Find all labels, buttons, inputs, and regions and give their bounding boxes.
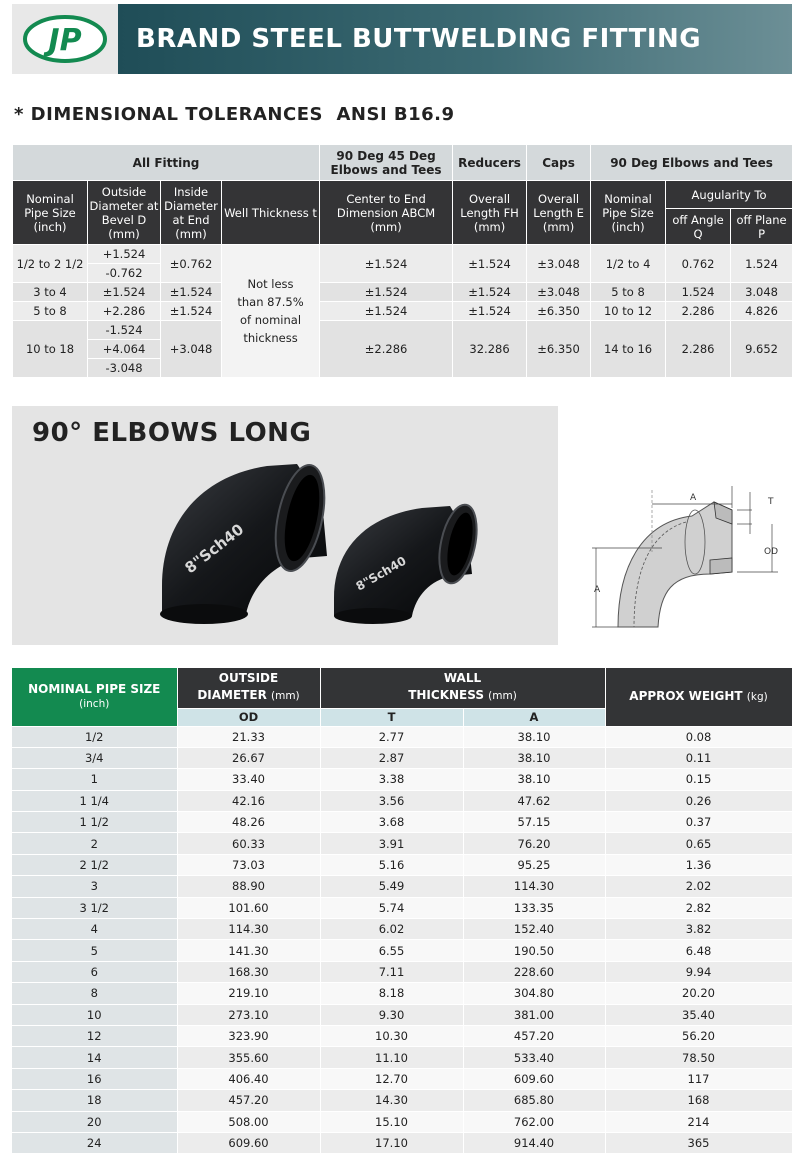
- th-od-label-2: DIAMETER: [197, 688, 267, 703]
- tol-id: ±1.524: [161, 283, 222, 302]
- cell-t: 15.10: [320, 1111, 463, 1132]
- th-angularity: Augularity To: [666, 181, 793, 209]
- cell-od: 323.90: [177, 1025, 320, 1046]
- th-center-to-end: Center to End Dimension ABCM (mm): [320, 181, 453, 245]
- table-row: [12, 769, 792, 790]
- cell-nps: 1/2: [12, 726, 177, 747]
- tol-nps: 1/2 to 2 1/2: [13, 245, 88, 283]
- cell-od: 60.33: [177, 833, 320, 854]
- cell-od: 88.90: [177, 876, 320, 897]
- tol-p: 9.652: [731, 321, 793, 378]
- cell-nps: 12: [12, 1025, 177, 1046]
- cell-a: 95.25: [463, 854, 605, 875]
- large-elbow-image: [160, 461, 333, 624]
- cell-w: 0.37: [605, 812, 792, 833]
- cell-od: 33.40: [177, 769, 320, 790]
- drawing-label-t: T: [768, 497, 774, 507]
- table-row: [12, 876, 792, 897]
- cell-od: 273.10: [177, 1004, 320, 1025]
- tol-id: ±1.524: [161, 302, 222, 321]
- table-row: [12, 961, 792, 982]
- table-row: [12, 1025, 792, 1046]
- cell-od: 168.30: [177, 961, 320, 982]
- large-elbow-marking: 8"Sch40: [181, 520, 248, 578]
- cell-a: 47.62: [463, 790, 605, 811]
- cell-od: 508.00: [177, 1111, 320, 1132]
- tol-nps2: 1/2 to 4: [591, 245, 666, 283]
- group-elbows-tees: 90 Deg 45 Deg Elbows and Tees: [320, 145, 453, 181]
- th-weight-unit: (kg): [746, 690, 768, 703]
- cell-t: 17.10: [320, 1132, 463, 1153]
- cell-a: 133.35: [463, 897, 605, 918]
- cell-t: 3.91: [320, 833, 463, 854]
- cell-od: 609.60: [177, 1132, 320, 1153]
- elbows-photo-panel: [12, 406, 558, 645]
- tol-q: 1.524: [666, 283, 731, 302]
- th-wall-unit: (mm): [488, 690, 517, 703]
- cell-a: 381.00: [463, 1004, 605, 1025]
- th-sub-t: T: [320, 708, 463, 726]
- th-overall-length-e: Overall Length E (mm): [527, 181, 591, 245]
- jp-brand-logo: [12, 4, 118, 74]
- cell-w: 0.65: [605, 833, 792, 854]
- page-header: [12, 4, 792, 74]
- table-row: [12, 919, 792, 940]
- tol-od: +4.064: [88, 340, 161, 359]
- th-wall-thickness: Well Thickness t: [222, 181, 320, 245]
- th-wall-thickness: [320, 668, 605, 708]
- cell-a: 38.10: [463, 769, 605, 790]
- th-nps-unit: (inch): [79, 697, 110, 710]
- cell-a: 38.10: [463, 747, 605, 768]
- elbow-technical-drawing: [582, 482, 782, 632]
- cell-nps: 3 1/2: [12, 897, 177, 918]
- tol-nps2: 14 to 16: [591, 321, 666, 378]
- tol-fh: ±1.524: [453, 245, 527, 283]
- tol-fh: ±1.524: [453, 302, 527, 321]
- tol-q: 2.286: [666, 302, 731, 321]
- th-inside-diameter: Inside Diameter at End (mm): [161, 181, 222, 245]
- table-row: [12, 897, 792, 918]
- cell-w: 365: [605, 1132, 792, 1153]
- cell-w: 9.94: [605, 961, 792, 982]
- cell-nps: 24: [12, 1132, 177, 1153]
- cell-a: 457.20: [463, 1025, 605, 1046]
- table-row: [12, 833, 792, 854]
- svg-text:JP: JP: [48, 23, 82, 58]
- table-row: [12, 747, 792, 768]
- cell-nps: 1: [12, 769, 177, 790]
- cell-w: 0.08: [605, 726, 792, 747]
- cell-t: 5.16: [320, 854, 463, 875]
- tol-nps2: 5 to 8: [591, 283, 666, 302]
- cell-nps: 1 1/4: [12, 790, 177, 811]
- cell-t: 9.30: [320, 1004, 463, 1025]
- cell-nps: 4: [12, 919, 177, 940]
- tol-p: 1.524: [731, 245, 793, 283]
- cell-nps: 1 1/2: [12, 812, 177, 833]
- tol-od: +1.524: [88, 245, 161, 264]
- tol-fh: ±1.524: [453, 283, 527, 302]
- th-sub-a: A: [463, 708, 605, 726]
- tol-center: ±2.286: [320, 321, 453, 378]
- cell-w: 0.11: [605, 747, 792, 768]
- cell-od: 355.60: [177, 1047, 320, 1068]
- cell-w: 2.02: [605, 876, 792, 897]
- table-row: [12, 812, 792, 833]
- cell-t: 2.77: [320, 726, 463, 747]
- tol-nps: 5 to 8: [13, 302, 88, 321]
- tol-e: ±6.350: [527, 302, 591, 321]
- table-row: [12, 854, 792, 875]
- cell-w: 35.40: [605, 1004, 792, 1025]
- cell-t: 5.49: [320, 876, 463, 897]
- cell-od: 42.16: [177, 790, 320, 811]
- tol-center: ±1.524: [320, 302, 453, 321]
- th-od-label: OUTSIDE: [218, 671, 279, 686]
- table-row: [12, 790, 792, 811]
- tol-q: 0.762: [666, 245, 731, 283]
- cell-t: 7.11: [320, 961, 463, 982]
- cell-a: 914.40: [463, 1132, 605, 1153]
- tol-p: 3.048: [731, 283, 793, 302]
- cell-a: 190.50: [463, 940, 605, 961]
- drawing-label-a-side: A: [594, 585, 601, 595]
- cell-w: 168: [605, 1090, 792, 1111]
- cell-t: 3.38: [320, 769, 463, 790]
- th-overall-length-fh: Overall Length FH (mm): [453, 181, 527, 245]
- tol-p: 4.826: [731, 302, 793, 321]
- group-reducers: Reducers: [453, 145, 527, 181]
- cell-nps: 8: [12, 983, 177, 1004]
- cell-w: 3.82: [605, 919, 792, 940]
- table-row: [12, 1068, 792, 1089]
- cell-w: 0.26: [605, 790, 792, 811]
- tol-center: ±1.524: [320, 245, 453, 283]
- th-off-angle-q: off Angle Q: [666, 209, 731, 245]
- tol-nps: 10 to 18: [13, 321, 88, 378]
- tol-nps2: 10 to 12: [591, 302, 666, 321]
- cell-nps: 6: [12, 961, 177, 982]
- drawing-label-a-top: A: [690, 493, 697, 503]
- cell-a: 57.15: [463, 812, 605, 833]
- cell-w: 214: [605, 1111, 792, 1132]
- tol-q: 2.286: [666, 321, 731, 378]
- cell-w: 56.20: [605, 1025, 792, 1046]
- cell-a: 609.60: [463, 1068, 605, 1089]
- tol-nps: 3 to 4: [13, 283, 88, 302]
- tolerances-table: [12, 144, 793, 378]
- th-od-unit: (mm): [271, 690, 300, 703]
- tol-od: +2.286: [88, 302, 161, 321]
- table-row: [12, 1004, 792, 1025]
- cell-a: 152.40: [463, 919, 605, 940]
- cell-w: 2.82: [605, 897, 792, 918]
- cell-nps: 3: [12, 876, 177, 897]
- cell-od: 114.30: [177, 919, 320, 940]
- cell-t: 6.02: [320, 919, 463, 940]
- th-wall-label: WALL: [443, 671, 482, 686]
- cell-t: 8.18: [320, 983, 463, 1004]
- th-nps: [12, 668, 177, 726]
- small-elbow-marking: 8"Sch40: [353, 553, 409, 594]
- cell-od: 101.60: [177, 897, 320, 918]
- dimensions-body: [12, 726, 792, 1154]
- cell-a: 762.00: [463, 1111, 605, 1132]
- tol-center: ±1.524: [320, 283, 453, 302]
- tol-wall-note: Not less than 87.5% of nominal thickness: [222, 245, 320, 378]
- cell-nps: 16: [12, 1068, 177, 1089]
- tol-id: ±0.762: [161, 245, 222, 283]
- tol-od: ±1.524: [88, 283, 161, 302]
- cell-a: 685.80: [463, 1090, 605, 1111]
- cell-t: 5.74: [320, 897, 463, 918]
- th-nominal-pipe-size-2: Nominal Pipe Size (inch): [591, 181, 666, 245]
- cell-t: 11.10: [320, 1047, 463, 1068]
- cell-nps: 18: [12, 1090, 177, 1111]
- cell-od: 21.33: [177, 726, 320, 747]
- cell-nps: 2: [12, 833, 177, 854]
- cell-a: 533.40: [463, 1047, 605, 1068]
- th-off-plane-p: off Plane P: [731, 209, 793, 245]
- cell-w: 0.15: [605, 769, 792, 790]
- cell-od: 141.30: [177, 940, 320, 961]
- table-row: [12, 940, 792, 961]
- group-caps: Caps: [527, 145, 591, 181]
- tol-e: ±6.350: [527, 321, 591, 378]
- tol-e: ±3.048: [527, 245, 591, 283]
- cell-t: 3.56: [320, 790, 463, 811]
- cell-a: 114.30: [463, 876, 605, 897]
- small-elbow-image: [334, 501, 483, 624]
- table-row: [12, 1132, 792, 1153]
- th-outside-diameter: [177, 668, 320, 708]
- cell-t: 2.87: [320, 747, 463, 768]
- table-row: [12, 726, 792, 747]
- table-row: [12, 1090, 792, 1111]
- tol-od: -3.048: [88, 359, 161, 378]
- cell-w: 1.36: [605, 854, 792, 875]
- cell-a: 304.80: [463, 983, 605, 1004]
- table-row: [12, 1111, 792, 1132]
- th-outside-diameter: Outside Diameter at Bevel D (mm): [88, 181, 161, 245]
- cell-w: 20.20: [605, 983, 792, 1004]
- th-approx-weight: [605, 668, 792, 726]
- th-nps-label: NOMINAL PIPE SIZE: [28, 681, 161, 696]
- cell-t: 10.30: [320, 1025, 463, 1046]
- th-sub-od: OD: [177, 708, 320, 726]
- cell-od: 219.10: [177, 983, 320, 1004]
- cell-od: 457.20: [177, 1090, 320, 1111]
- elbow-fittings-image: [12, 406, 558, 645]
- cell-w: 6.48: [605, 940, 792, 961]
- cell-nps: 2 1/2: [12, 854, 177, 875]
- cell-w: 117: [605, 1068, 792, 1089]
- group-90-elbows-tees: 90 Deg Elbows and Tees: [591, 145, 793, 181]
- cell-od: 26.67: [177, 747, 320, 768]
- tol-e: ±3.048: [527, 283, 591, 302]
- th-nominal-pipe-size: Nominal Pipe Size (inch): [13, 181, 88, 245]
- group-all-fitting: All Fitting: [13, 145, 320, 181]
- cell-nps: 5: [12, 940, 177, 961]
- cell-nps: 14: [12, 1047, 177, 1068]
- cell-t: 12.70: [320, 1068, 463, 1089]
- tol-od: -0.762: [88, 264, 161, 283]
- elbows-title: 90° ELBOWS LONG: [32, 418, 312, 448]
- tol-id: +3.048: [161, 321, 222, 378]
- table-row: [12, 1047, 792, 1068]
- cell-t: 6.55: [320, 940, 463, 961]
- cell-od: 48.26: [177, 812, 320, 833]
- th-weight-label: APPROX WEIGHT: [629, 688, 743, 703]
- page-title: BRAND STEEL BUTTWELDING FITTING: [136, 24, 702, 54]
- header-title-bar: [118, 4, 792, 74]
- cell-t: 3.68: [320, 812, 463, 833]
- cell-t: 14.30: [320, 1090, 463, 1111]
- dimensions-table: [12, 668, 793, 1154]
- th-wall-label-2: THICKNESS: [408, 688, 484, 703]
- tol-od: -1.524: [88, 321, 161, 340]
- cell-od: 73.03: [177, 854, 320, 875]
- cell-w: 78.50: [605, 1047, 792, 1068]
- tolerances-title: * DIMENSIONAL TOLERANCES ANSI B16.9: [14, 104, 455, 125]
- cell-nps: 20: [12, 1111, 177, 1132]
- drawing-label-od: OD: [764, 547, 779, 557]
- cell-nps: 3/4: [12, 747, 177, 768]
- cell-a: 228.60: [463, 961, 605, 982]
- cell-a: 38.10: [463, 726, 605, 747]
- cell-nps: 10: [12, 1004, 177, 1025]
- cell-od: 406.40: [177, 1068, 320, 1089]
- tol-fh: 32.286: [453, 321, 527, 378]
- table-row: [12, 983, 792, 1004]
- cell-a: 76.20: [463, 833, 605, 854]
